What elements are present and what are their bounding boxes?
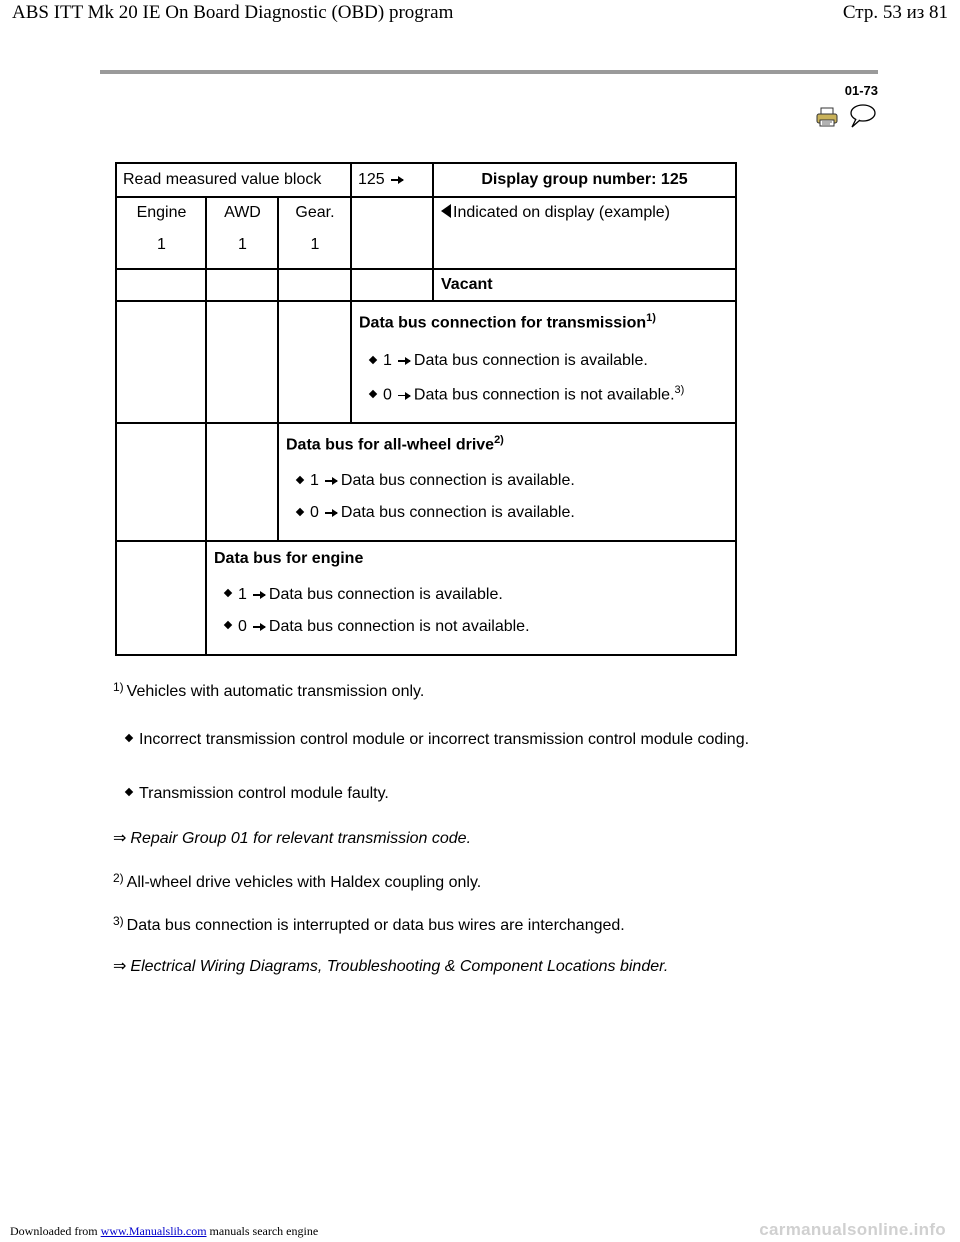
channel-cell: [351, 163, 433, 197]
list-item: 1 Data bus connection is available.: [359, 352, 729, 370]
triangle-pointer-icon: [441, 204, 451, 218]
download-footer: Downloaded from www.Manualslib.com manuals search engine: [10, 1224, 319, 1238]
vacant-label: Vacant: [433, 269, 736, 301]
engine-section: [206, 541, 736, 655]
diamond-bullet-icon: [296, 507, 304, 515]
vacant-row: [116, 269, 736, 301]
repair-group-reference[interactable]: ⇒ Repair Group 01 for relevant transmission code.: [113, 830, 472, 847]
transmission-row: [116, 301, 736, 423]
field-engine: [116, 197, 206, 269]
awd-row: [116, 423, 736, 541]
field-gear: [278, 197, 351, 269]
list-item: 1 Data bus connection is available.: [286, 472, 729, 490]
empty-cell: [116, 269, 206, 301]
display-group-title: Display group number: 125: [433, 163, 736, 197]
diamond-bullet-icon: [224, 589, 232, 597]
watermark-brand: carmanualsonline.info: [759, 1220, 946, 1239]
section-title: Data bus for all-wheel drive$^{2)}$: [286, 434, 504, 454]
arrow-right-icon: [325, 512, 337, 514]
list-item: 0 Data bus connection is not available.: [214, 618, 729, 636]
indicated-label: Indicated on display (example): [453, 204, 671, 221]
empty-cell: [116, 423, 206, 541]
arrow-right-icon: [398, 360, 410, 362]
arrow-right-icon: [391, 179, 403, 181]
field-row: [116, 197, 736, 269]
empty-cell: [206, 301, 278, 423]
footnote-1: $^{1)}$ Vehicles with automatic transmission only.: [113, 680, 425, 700]
diamond-bullet-icon: [224, 621, 232, 629]
diamond-bullet-icon: [296, 475, 304, 483]
field-value: 1: [238, 236, 247, 253]
measured-value-table: [115, 162, 737, 656]
empty-cell: [116, 541, 206, 655]
list-item: 0 Data bus connection is available.: [286, 504, 729, 522]
footnote-bullet: Transmission control module faulty.: [124, 785, 389, 803]
page-counter: Стр. 53 из 81: [842, 2, 948, 23]
section-title: Data bus for engine: [214, 550, 364, 567]
field-label: Engine: [136, 204, 187, 221]
list-item: 1 Data bus connection is available.: [214, 586, 729, 604]
table-header-row: [116, 163, 736, 197]
speech-bubble-icon[interactable]: [848, 103, 876, 129]
section-title: Data bus connection for transmission$^{1)}$: [359, 312, 656, 332]
footnote-3: $^{3)}$ Data bus connection is interrupted or data bus wires are interchanged.: [113, 914, 625, 934]
awd-section: [278, 423, 736, 541]
empty-cell: [278, 301, 351, 423]
arrow-right-icon: [253, 626, 265, 628]
arrow-right-icon: [325, 480, 337, 482]
field-label: Gear.: [295, 204, 335, 221]
wiring-diagrams-reference[interactable]: ⇒ Electrical Wiring Diagrams, Troubleshooting & Component Locations binder.: [113, 958, 669, 975]
double-arrow-icon: ⇒: [113, 958, 127, 975]
footnote-ref: 3): [674, 384, 685, 397]
empty-cell: [206, 269, 278, 301]
field-value: 1: [157, 236, 166, 253]
footnote-ref: 1): [646, 312, 656, 324]
channel-number: 125: [358, 171, 385, 188]
transmission-section: [351, 301, 736, 423]
printer-icon[interactable]: [816, 107, 838, 127]
arrow-right-icon: [253, 594, 265, 596]
field-awd: [206, 197, 278, 269]
empty-cell: [351, 269, 433, 301]
empty-cell: [278, 269, 351, 301]
diamond-bullet-icon: [125, 788, 133, 796]
diamond-bullet-icon: [125, 734, 133, 742]
list-item: 0 Data bus connection is not available.$^{3)}$: [359, 384, 729, 404]
manualslib-link[interactable]: www.Manualslib.com: [100, 1224, 207, 1238]
footnote-bullet: Incorrect transmission control module or incorrect transmission control module coding.: [124, 731, 749, 749]
footnote-2: $^{2)}$ All-wheel drive vehicles with Haldex coupling only.: [113, 871, 482, 891]
read-block-label: Read measured value block: [116, 163, 351, 197]
arrow-right-icon: [398, 395, 410, 397]
header-rule: [100, 70, 878, 74]
double-arrow-icon: ⇒: [113, 830, 127, 847]
field-value: 1: [310, 236, 320, 253]
engine-row: [116, 541, 736, 655]
footnote-ref: 2): [494, 434, 504, 446]
field-label: AWD: [224, 204, 261, 221]
document-title: ABS ITT Mk 20 IE On Board Diagnostic (OBD) program: [12, 2, 454, 23]
diamond-bullet-icon: [369, 390, 377, 398]
empty-cell: [206, 423, 278, 541]
indicated-cell: [433, 197, 736, 269]
empty-cell: [116, 301, 206, 423]
diamond-bullet-icon: [369, 355, 377, 363]
page-code: 01-73: [844, 83, 878, 98]
empty-cell: [351, 197, 433, 269]
